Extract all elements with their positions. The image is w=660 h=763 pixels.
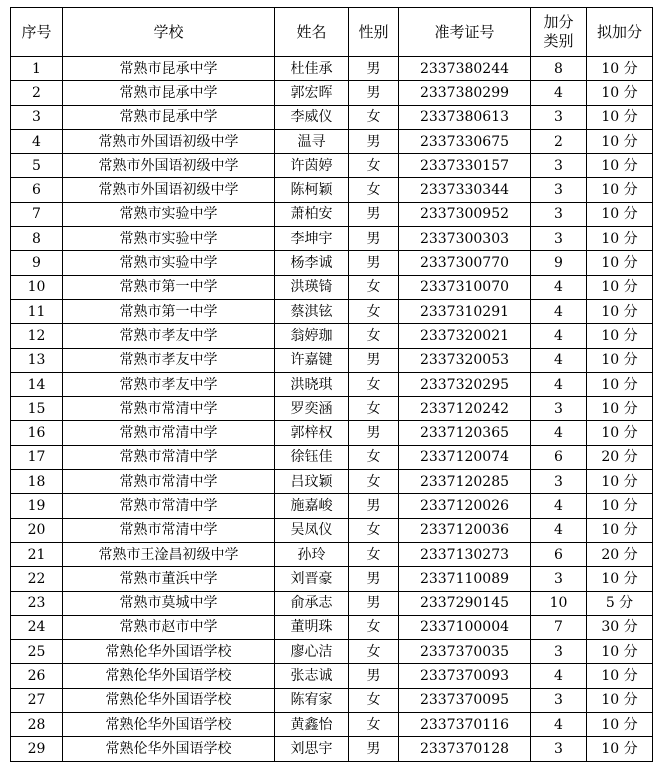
cell-index: 6 [11, 178, 63, 202]
table-row [11, 81, 653, 105]
cell-exam-id: 2337310070 [399, 275, 531, 299]
table-row [11, 421, 653, 445]
cell-name: 萧柏安 [275, 202, 349, 226]
cell-exam-id: 2337290145 [399, 591, 531, 615]
cell-index: 18 [11, 470, 63, 494]
cell-gender: 女 [349, 178, 399, 202]
cell-gender: 男 [349, 251, 399, 275]
cell-school: 常熟市孝友中学 [63, 324, 275, 348]
cell-gender: 男 [349, 664, 399, 688]
cell-gender: 男 [349, 591, 399, 615]
cell-name: 刘晋豪 [275, 567, 349, 591]
cell-school: 常熟市外国语初级中学 [63, 154, 275, 178]
cell-exam-id: 2337120365 [399, 421, 531, 445]
cell-exam-id: 2337370128 [399, 737, 531, 761]
cell-school: 常熟市实验中学 [63, 251, 275, 275]
cell-index: 5 [11, 154, 63, 178]
cell-bonus: 10 分 [587, 324, 653, 348]
cell-exam-id: 2337370093 [399, 664, 531, 688]
cell-school: 常熟伦华外国语学校 [63, 713, 275, 737]
cell-exam-id: 2337300303 [399, 227, 531, 251]
header-name: 姓名 [275, 8, 349, 57]
cell-bonus: 10 分 [587, 470, 653, 494]
cell-gender: 男 [349, 57, 399, 81]
cell-gender: 男 [349, 81, 399, 105]
cell-gender: 女 [349, 518, 399, 542]
cell-bonus-type: 4 [531, 713, 587, 737]
cell-gender: 女 [349, 154, 399, 178]
cell-gender: 女 [349, 713, 399, 737]
cell-school: 常熟市第一中学 [63, 275, 275, 299]
table-row [11, 275, 653, 299]
header-bonus-type [531, 8, 587, 57]
header-index: 序号 [11, 8, 63, 57]
header-bonus-type-line2: 类别 [543, 32, 574, 50]
table-row [11, 445, 653, 469]
cell-index: 24 [11, 615, 63, 639]
cell-index: 23 [11, 591, 63, 615]
cell-exam-id: 2337370116 [399, 713, 531, 737]
cell-bonus: 10 分 [587, 494, 653, 518]
cell-name: 李坤宇 [275, 227, 349, 251]
header-school: 学校 [63, 8, 275, 57]
cell-bonus-type: 3 [531, 105, 587, 129]
cell-school: 常熟市莫城中学 [63, 591, 275, 615]
cell-exam-id: 2337300770 [399, 251, 531, 275]
cell-exam-id: 2337320295 [399, 372, 531, 396]
cell-bonus-type: 6 [531, 542, 587, 566]
table-row [11, 688, 653, 712]
cell-school: 常熟市实验中学 [63, 202, 275, 226]
cell-school: 常熟市昆承中学 [63, 57, 275, 81]
table-row [11, 494, 653, 518]
cell-gender: 女 [349, 615, 399, 639]
cell-index: 28 [11, 713, 63, 737]
table-row [11, 57, 653, 81]
cell-bonus-type: 4 [531, 324, 587, 348]
cell-bonus-type: 4 [531, 421, 587, 445]
cell-exam-id: 2337380299 [399, 81, 531, 105]
cell-exam-id: 2337120285 [399, 470, 531, 494]
cell-bonus: 30 分 [587, 615, 653, 639]
cell-index: 9 [11, 251, 63, 275]
cell-index: 22 [11, 567, 63, 591]
cell-bonus: 10 分 [587, 421, 653, 445]
header-gender: 性别 [349, 8, 399, 57]
cell-name: 洪晓琪 [275, 372, 349, 396]
cell-gender: 女 [349, 105, 399, 129]
cell-bonus-type: 3 [531, 154, 587, 178]
cell-bonus-type: 3 [531, 567, 587, 591]
cell-index: 15 [11, 397, 63, 421]
cell-school: 常熟市外国语初级中学 [63, 129, 275, 153]
cell-index: 7 [11, 202, 63, 226]
cell-bonus: 5 分 [587, 591, 653, 615]
cell-school: 常熟市董浜中学 [63, 567, 275, 591]
cell-name: 翁婷珈 [275, 324, 349, 348]
cell-gender: 女 [349, 542, 399, 566]
cell-bonus-type: 6 [531, 445, 587, 469]
cell-school: 常熟市王淦昌初级中学 [63, 542, 275, 566]
table-row [11, 178, 653, 202]
table-row [11, 129, 653, 153]
cell-gender: 女 [349, 445, 399, 469]
table-row [11, 299, 653, 323]
cell-exam-id: 2337380613 [399, 105, 531, 129]
cell-exam-id: 2337120074 [399, 445, 531, 469]
table-row [11, 542, 653, 566]
cell-school: 常熟市昆承中学 [63, 105, 275, 129]
cell-name: 施嘉峻 [275, 494, 349, 518]
cell-name: 徐钰佳 [275, 445, 349, 469]
cell-gender: 男 [349, 348, 399, 372]
cell-name: 洪瑛锜 [275, 275, 349, 299]
cell-gender: 男 [349, 227, 399, 251]
cell-school: 常熟市赵市中学 [63, 615, 275, 639]
cell-index: 8 [11, 227, 63, 251]
cell-index: 10 [11, 275, 63, 299]
cell-school: 常熟市常清中学 [63, 494, 275, 518]
header-row [11, 8, 653, 57]
cell-name: 吴凤仪 [275, 518, 349, 542]
cell-gender: 女 [349, 275, 399, 299]
cell-exam-id: 2337330157 [399, 154, 531, 178]
cell-bonus: 10 分 [587, 737, 653, 761]
cell-gender: 女 [349, 324, 399, 348]
cell-exam-id: 2337300952 [399, 202, 531, 226]
cell-name: 郭宏晖 [275, 81, 349, 105]
cell-name: 郭梓权 [275, 421, 349, 445]
cell-bonus: 10 分 [587, 688, 653, 712]
cell-bonus: 10 分 [587, 154, 653, 178]
cell-name: 罗奕涵 [275, 397, 349, 421]
cell-gender: 女 [349, 372, 399, 396]
cell-bonus-type: 4 [531, 81, 587, 105]
cell-gender: 男 [349, 494, 399, 518]
cell-bonus-type: 3 [531, 640, 587, 664]
cell-bonus: 10 分 [587, 518, 653, 542]
cell-school: 常熟市外国语初级中学 [63, 178, 275, 202]
cell-index: 12 [11, 324, 63, 348]
cell-name: 杜佳承 [275, 57, 349, 81]
cell-bonus: 10 分 [587, 105, 653, 129]
table-row [11, 640, 653, 664]
header-bonus: 拟加分 [587, 8, 653, 57]
table-row [11, 713, 653, 737]
cell-bonus-type: 4 [531, 518, 587, 542]
cell-gender: 女 [349, 470, 399, 494]
cell-bonus: 10 分 [587, 251, 653, 275]
table-row [11, 664, 653, 688]
cell-bonus: 10 分 [587, 57, 653, 81]
cell-bonus-type: 3 [531, 227, 587, 251]
cell-gender: 女 [349, 397, 399, 421]
cell-gender: 男 [349, 421, 399, 445]
cell-index: 21 [11, 542, 63, 566]
cell-index: 1 [11, 57, 63, 81]
cell-gender: 男 [349, 129, 399, 153]
cell-bonus: 10 分 [587, 202, 653, 226]
cell-bonus: 10 分 [587, 640, 653, 664]
table-row [11, 567, 653, 591]
cell-gender: 男 [349, 567, 399, 591]
cell-bonus-type: 9 [531, 251, 587, 275]
cell-school: 常熟伦华外国语学校 [63, 664, 275, 688]
cell-exam-id: 2337120026 [399, 494, 531, 518]
cell-exam-id: 2337370095 [399, 688, 531, 712]
cell-name: 廖心洁 [275, 640, 349, 664]
cell-bonus-type: 10 [531, 591, 587, 615]
cell-exam-id: 2337310291 [399, 299, 531, 323]
table-header [11, 8, 653, 57]
cell-index: 20 [11, 518, 63, 542]
cell-index: 29 [11, 737, 63, 761]
cell-name: 温寻 [275, 129, 349, 153]
cell-bonus-type: 3 [531, 688, 587, 712]
cell-gender: 女 [349, 640, 399, 664]
cell-index: 2 [11, 81, 63, 105]
cell-bonus: 10 分 [587, 348, 653, 372]
cell-bonus-type: 4 [531, 275, 587, 299]
cell-bonus-type: 4 [531, 348, 587, 372]
cell-exam-id: 2337370035 [399, 640, 531, 664]
cell-bonus: 10 分 [587, 372, 653, 396]
cell-gender: 男 [349, 737, 399, 761]
cell-school: 常熟伦华外国语学校 [63, 737, 275, 761]
cell-bonus: 10 分 [587, 227, 653, 251]
table-row [11, 324, 653, 348]
cell-school: 常熟市孝友中学 [63, 372, 275, 396]
table-row [11, 154, 653, 178]
cell-bonus-type: 7 [531, 615, 587, 639]
cell-bonus-type: 4 [531, 372, 587, 396]
header-bonus-type-line1: 加分 [543, 13, 574, 32]
cell-bonus-type: 8 [531, 57, 587, 81]
cell-exam-id: 2337330344 [399, 178, 531, 202]
table-row [11, 105, 653, 129]
cell-index: 19 [11, 494, 63, 518]
cell-index: 16 [11, 421, 63, 445]
cell-index: 26 [11, 664, 63, 688]
cell-gender: 女 [349, 688, 399, 712]
cell-name: 吕玟颖 [275, 470, 349, 494]
cell-school: 常熟伦华外国语学校 [63, 688, 275, 712]
table-row [11, 348, 653, 372]
cell-school: 常熟市常清中学 [63, 445, 275, 469]
cell-index: 13 [11, 348, 63, 372]
cell-bonus-type: 3 [531, 470, 587, 494]
header-exam-id: 准考证号 [399, 8, 531, 57]
cell-bonus: 10 分 [587, 299, 653, 323]
table-row [11, 518, 653, 542]
cell-exam-id: 2337120242 [399, 397, 531, 421]
cell-exam-id: 2337130273 [399, 542, 531, 566]
cell-school: 常熟市昆承中学 [63, 81, 275, 105]
cell-school: 常熟市孝友中学 [63, 348, 275, 372]
cell-exam-id: 2337320021 [399, 324, 531, 348]
cell-exam-id: 2337330675 [399, 129, 531, 153]
cell-bonus: 20 分 [587, 542, 653, 566]
cell-exam-id: 2337380244 [399, 57, 531, 81]
cell-index: 4 [11, 129, 63, 153]
bonus-roster-table [10, 7, 653, 762]
cell-bonus-type: 4 [531, 494, 587, 518]
cell-index: 27 [11, 688, 63, 712]
cell-school: 常熟市实验中学 [63, 227, 275, 251]
table-row [11, 202, 653, 226]
cell-school: 常熟市常清中学 [63, 397, 275, 421]
cell-name: 张志诚 [275, 664, 349, 688]
cell-name: 刘思宇 [275, 737, 349, 761]
cell-bonus: 10 分 [587, 81, 653, 105]
cell-name: 孙玲 [275, 542, 349, 566]
cell-gender: 女 [349, 299, 399, 323]
table-row [11, 470, 653, 494]
cell-bonus: 20 分 [587, 445, 653, 469]
cell-bonus: 10 分 [587, 397, 653, 421]
cell-name: 蔡淇铉 [275, 299, 349, 323]
cell-bonus-type: 3 [531, 737, 587, 761]
cell-name: 李威仪 [275, 105, 349, 129]
cell-school: 常熟市常清中学 [63, 470, 275, 494]
table-row [11, 372, 653, 396]
table-row [11, 737, 653, 761]
cell-name: 杨李诚 [275, 251, 349, 275]
cell-name: 董明珠 [275, 615, 349, 639]
cell-index: 11 [11, 299, 63, 323]
cell-bonus: 10 分 [587, 275, 653, 299]
table-row [11, 615, 653, 639]
cell-bonus-type: 4 [531, 299, 587, 323]
cell-school: 常熟市第一中学 [63, 299, 275, 323]
cell-school: 常熟市常清中学 [63, 421, 275, 445]
table-row [11, 591, 653, 615]
cell-bonus-type: 4 [531, 664, 587, 688]
cell-exam-id: 2337320053 [399, 348, 531, 372]
cell-bonus: 10 分 [587, 178, 653, 202]
cell-bonus: 10 分 [587, 664, 653, 688]
cell-name: 俞承志 [275, 591, 349, 615]
cell-school: 常熟市常清中学 [63, 518, 275, 542]
cell-bonus: 10 分 [587, 129, 653, 153]
cell-bonus: 10 分 [587, 567, 653, 591]
cell-bonus-type: 2 [531, 129, 587, 153]
cell-bonus-type: 3 [531, 178, 587, 202]
cell-name: 陈宥家 [275, 688, 349, 712]
cell-index: 14 [11, 372, 63, 396]
cell-exam-id: 2337120036 [399, 518, 531, 542]
cell-exam-id: 2337100004 [399, 615, 531, 639]
cell-bonus-type: 3 [531, 397, 587, 421]
cell-name: 许嘉键 [275, 348, 349, 372]
cell-gender: 男 [349, 202, 399, 226]
table-row [11, 251, 653, 275]
cell-index: 17 [11, 445, 63, 469]
cell-index: 25 [11, 640, 63, 664]
table-row [11, 397, 653, 421]
table-row [11, 227, 653, 251]
cell-exam-id: 2337110089 [399, 567, 531, 591]
table-body [11, 57, 653, 762]
cell-bonus-type: 3 [531, 202, 587, 226]
cell-name: 陈柯颖 [275, 178, 349, 202]
cell-index: 3 [11, 105, 63, 129]
cell-name: 黄鑫怡 [275, 713, 349, 737]
cell-school: 常熟伦华外国语学校 [63, 640, 275, 664]
cell-bonus: 10 分 [587, 713, 653, 737]
cell-name: 许茵婷 [275, 154, 349, 178]
